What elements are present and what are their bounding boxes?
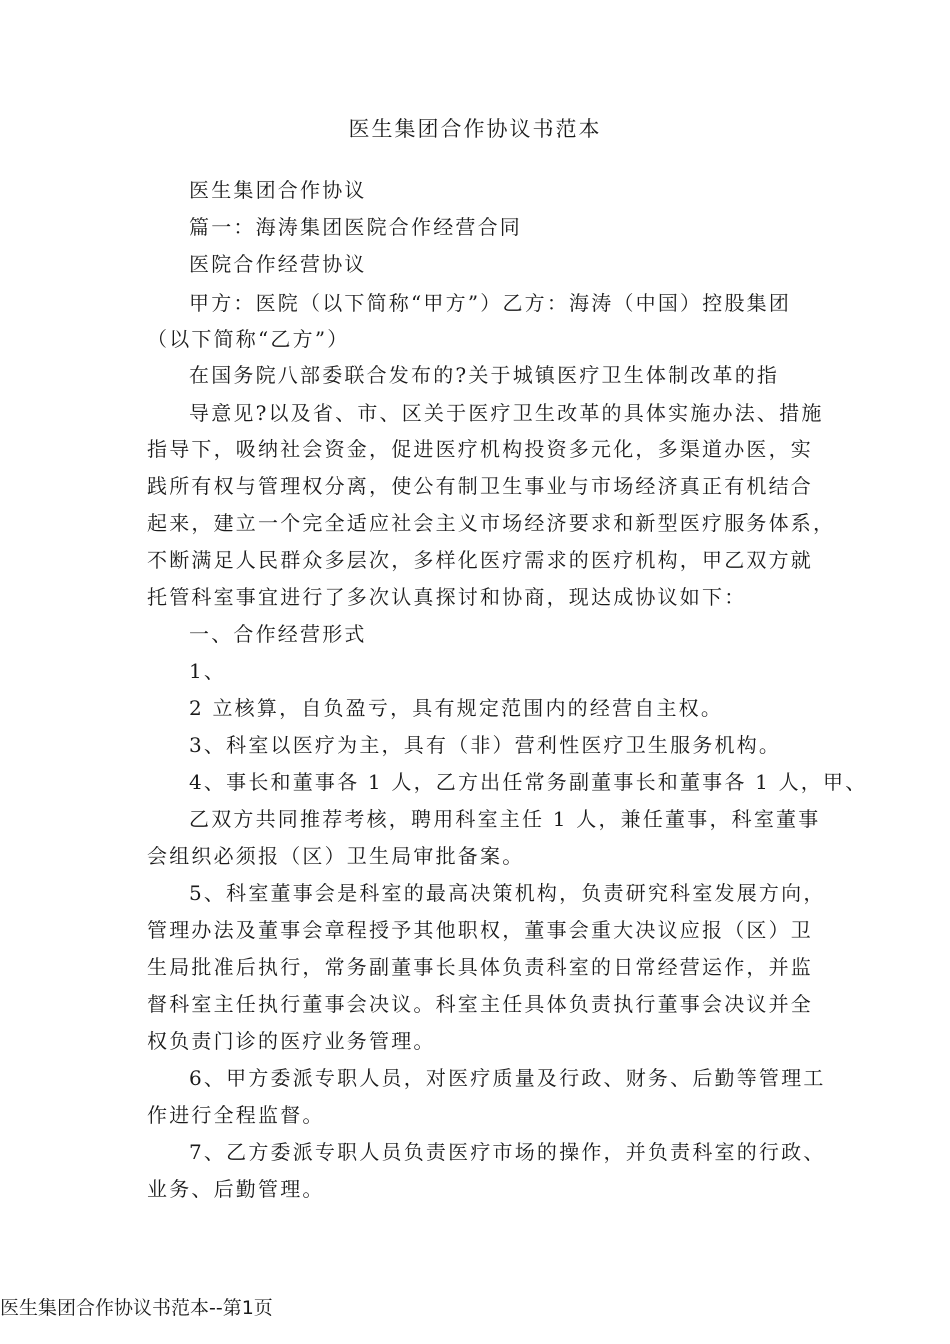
paragraph-line: 业务、后勤管理。 bbox=[147, 1177, 325, 1201]
paragraph-line: 5、科室董事会是科室的最高决策机构，负责研究科室发展方向， bbox=[189, 881, 826, 905]
paragraph-line: 乙双方共同推荐考核，聘用科室主任 1 人，兼任董事，科室董事 bbox=[189, 807, 821, 831]
paragraph-line: 不断满足人民群众多层次，多样化医疗需求的医疗机构，甲乙双方就 bbox=[147, 548, 813, 572]
paragraph-line: 权负责门诊的医疗业务管理。 bbox=[147, 1029, 436, 1053]
paragraph-line: 医生集团合作协议 bbox=[189, 178, 367, 202]
paragraph-line: 一、合作经营形式 bbox=[189, 622, 367, 646]
paragraph-line: 托管科室事宜进行了多次认真探讨和协商，现达成协议如下： bbox=[147, 585, 747, 609]
paragraph-line: 篇一：海涛集团医院合作经营合同 bbox=[189, 215, 522, 239]
paragraph-line: 指导下，吸纳社会资金，促进医疗机构投资多元化，多渠道办医，实 bbox=[147, 437, 813, 461]
document-title: 医生集团合作协议书范本 bbox=[348, 117, 602, 141]
paragraph-line: 4、事长和董事各 1 人，乙方出任常务副董事长和董事各 1 人，甲、 bbox=[189, 770, 868, 794]
paragraph-line: 生局批准后执行，常务副董事长具体负责科室的日常经营运作，并监 bbox=[147, 955, 813, 979]
paragraph-line: 导意见?以及省、市、区关于医疗卫生改革的具体实施办法、措施 bbox=[189, 401, 824, 425]
paragraph-line: 督科室主任执行董事会决议。科室主任具体负责执行董事会决议并全 bbox=[147, 992, 813, 1016]
paragraph-line: 践所有权与管理权分离，使公有制卫生事业与市场经济真正有机结合 bbox=[147, 474, 813, 498]
paragraph-line: 在国务院八部委联合发布的?关于城镇医疗卫生体制改革的指 bbox=[189, 363, 780, 387]
paragraph-line: 管理办法及董事会章程授予其他职权，董事会重大决议应报（区）卫 bbox=[147, 918, 813, 942]
paragraph-line: 3、科室以医疗为主，具有（非）营利性医疗卫生服务机构。 bbox=[189, 733, 782, 757]
paragraph-line: 医院合作经营协议 bbox=[189, 252, 367, 276]
paragraph-line: 甲方：医院（以下简称“甲方”）乙方：海涛（中国）控股集团 bbox=[189, 291, 792, 315]
paragraph-line: 会组织必须报（区）卫生局审批备案。 bbox=[147, 844, 525, 868]
paragraph-line: （以下简称“乙方”） bbox=[147, 327, 350, 351]
paragraph-line: 起来，建立一个完全适应社会主义市场经济要求和新型医疗服务体系， bbox=[147, 511, 836, 535]
paragraph-line: 6、甲方委派专职人员，对医疗质量及行政、财务、后勤等管理工 bbox=[189, 1066, 826, 1090]
page-footer: 医生集团合作协议书范本--第1页 bbox=[0, 1297, 273, 1319]
paragraph-line: 7、乙方委派专职人员负责医疗市场的操作，并负责科室的行政、 bbox=[189, 1140, 826, 1164]
paragraph-line: 作进行全程监督。 bbox=[147, 1103, 325, 1127]
paragraph-line: 1、 bbox=[189, 659, 227, 683]
paragraph-line: 2 立核算，自负盈亏，具有规定范围内的经营自主权。 bbox=[189, 696, 724, 720]
